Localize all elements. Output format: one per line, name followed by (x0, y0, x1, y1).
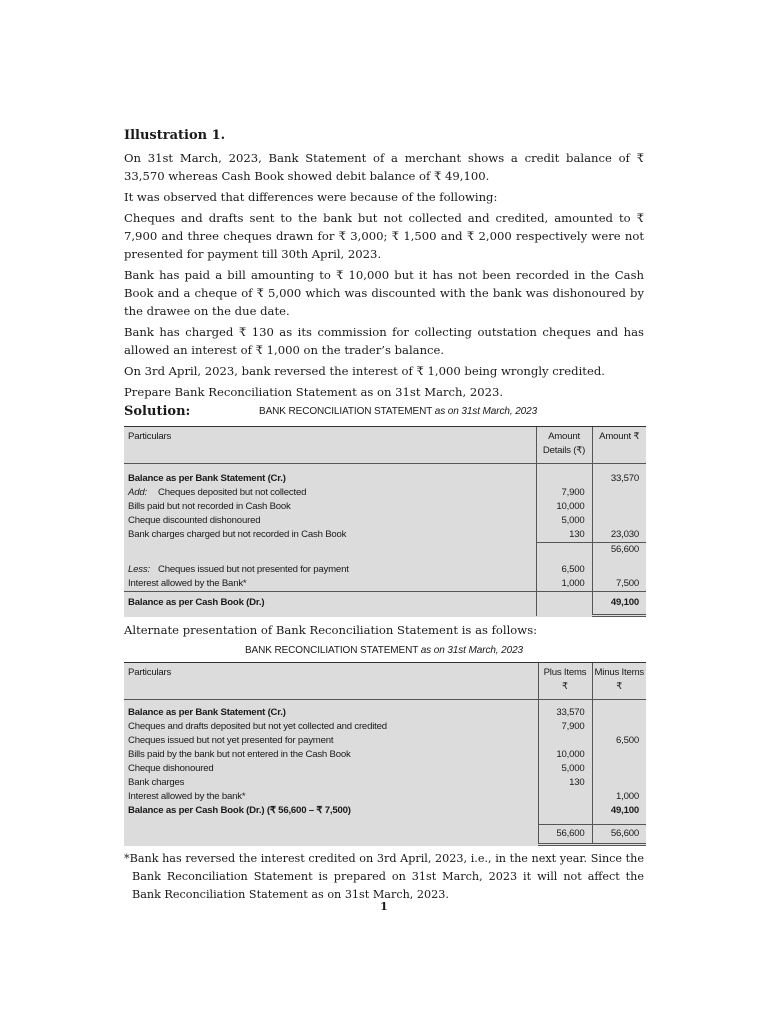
table-header-row (124, 427, 646, 464)
totals-row: 56,600 56,600 (124, 824, 646, 844)
table-row: Cheque discounted dishonoured 5,000 (124, 514, 646, 528)
table-row: Less: Cheques issued but not presented for payment 6,500 (124, 563, 646, 577)
table-row: Bank charges 130 (124, 776, 646, 790)
statement-caption: BANK RECONCILIATION STATEMENT as on 31st March, 2023 (259, 406, 538, 417)
header-amount-details: Amount Details (₹) (536, 427, 592, 464)
problem-paragraph: Bank has charged ₹ 130 as its commission for collecting outstation cheques and has allowed an interest of ₹ 1,000 on the trader’s balance. (124, 325, 644, 357)
solution-label: Solution: (124, 404, 191, 419)
reconciliation-table (124, 426, 646, 617)
header-particulars: Particulars (124, 663, 538, 700)
problem-paragraph: It was observed that differences were because of the following: (124, 190, 498, 204)
table-row: Add: Cheques deposited but not collected 7,900 (124, 486, 646, 500)
table-row: Balance as per Cash Book (Dr.) (₹ 56,600 – ₹ 7,500) 49,100 (124, 804, 646, 818)
alternate-reconciliation-table (124, 662, 646, 846)
table-row: Cheques and drafts deposited but not yet collected and credited 7,900 (124, 720, 646, 734)
problem-paragraph: Bank has paid a bill amounting to ₹ 10,000 but it has not been recorded in the Cash Book and a cheque of ₹ 5,000 which was discounted with the bank was dishonoured by the drawee on the due date. (124, 268, 644, 318)
table-row: Bills paid by the bank but not entered in the Cash Book 10,000 (124, 748, 646, 762)
table-row: Cheques issued but not yet presented for payment 6,500 (124, 734, 646, 748)
table-row: Interest allowed by the Bank* 1,000 7,500 (124, 577, 646, 592)
table-header-row (124, 663, 646, 700)
table-row: Cheque dishonoured 5,000 (124, 762, 646, 776)
solution-header (124, 404, 644, 426)
header-minus-items: Minus Items ₹ (592, 663, 646, 700)
table-row: 56,600 (124, 543, 646, 558)
table-row: Bank charges charged but not recorded in Cash Book 130 23,030 (124, 528, 646, 543)
table-row: Interest allowed by the bank* 1,000 (124, 790, 646, 804)
page-number: 1 (380, 900, 388, 913)
page-content (124, 128, 644, 904)
table-row: Balance as per Bank Statement (Cr.) 33,570 (124, 706, 646, 720)
header-particulars: Particulars (124, 427, 536, 464)
illustration-title: Illustration 1. (124, 128, 226, 143)
header-plus-items: Plus Items ₹ (538, 663, 592, 700)
statement-caption: BANK RECONCILIATION STATEMENT as on 31st March, 2023 (244, 645, 524, 656)
header-amount: Amount ₹ (592, 427, 646, 464)
alternate-intro: Alternate presentation of Bank Reconciliation Statement is as follows: (124, 623, 538, 637)
table-row: Balance as per Cash Book (Dr.) 49,100 (124, 592, 646, 616)
problem-paragraph: Prepare Bank Reconciliation Statement as on 31st March, 2023. (124, 385, 504, 399)
problem-paragraph: Cheques and drafts sent to the bank but not collected and credited, amounted to ₹ 7,900 and three cheques drawn for ₹ 3,000; ₹ 1,500 and ₹ 2,000 respectively were not presented for payment till 30th April, 2023. (124, 211, 644, 261)
footnote: *Bank has reversed the interest credited on 3rd April, 2023, i.e., in the next year. Since the Bank Reconciliation Statement is prepared on 31st March, 2023 it will not affect the Bank Reconciliation Statement as on 31st March, 2023. (124, 851, 644, 901)
problem-paragraph: On 31st March, 2023, Bank Statement of a merchant shows a credit balance of ₹ 33,570 whereas Cash Book showed debit balance of ₹ 49,100. (124, 151, 644, 183)
problem-paragraph: On 3rd April, 2023, bank reversed the interest of ₹ 1,000 being wrongly credited. (124, 364, 605, 378)
table-row: Balance as per Bank Statement (Cr.) 33,570 (124, 472, 646, 486)
table-row: Bills paid but not recorded in Cash Book 10,000 (124, 500, 646, 514)
